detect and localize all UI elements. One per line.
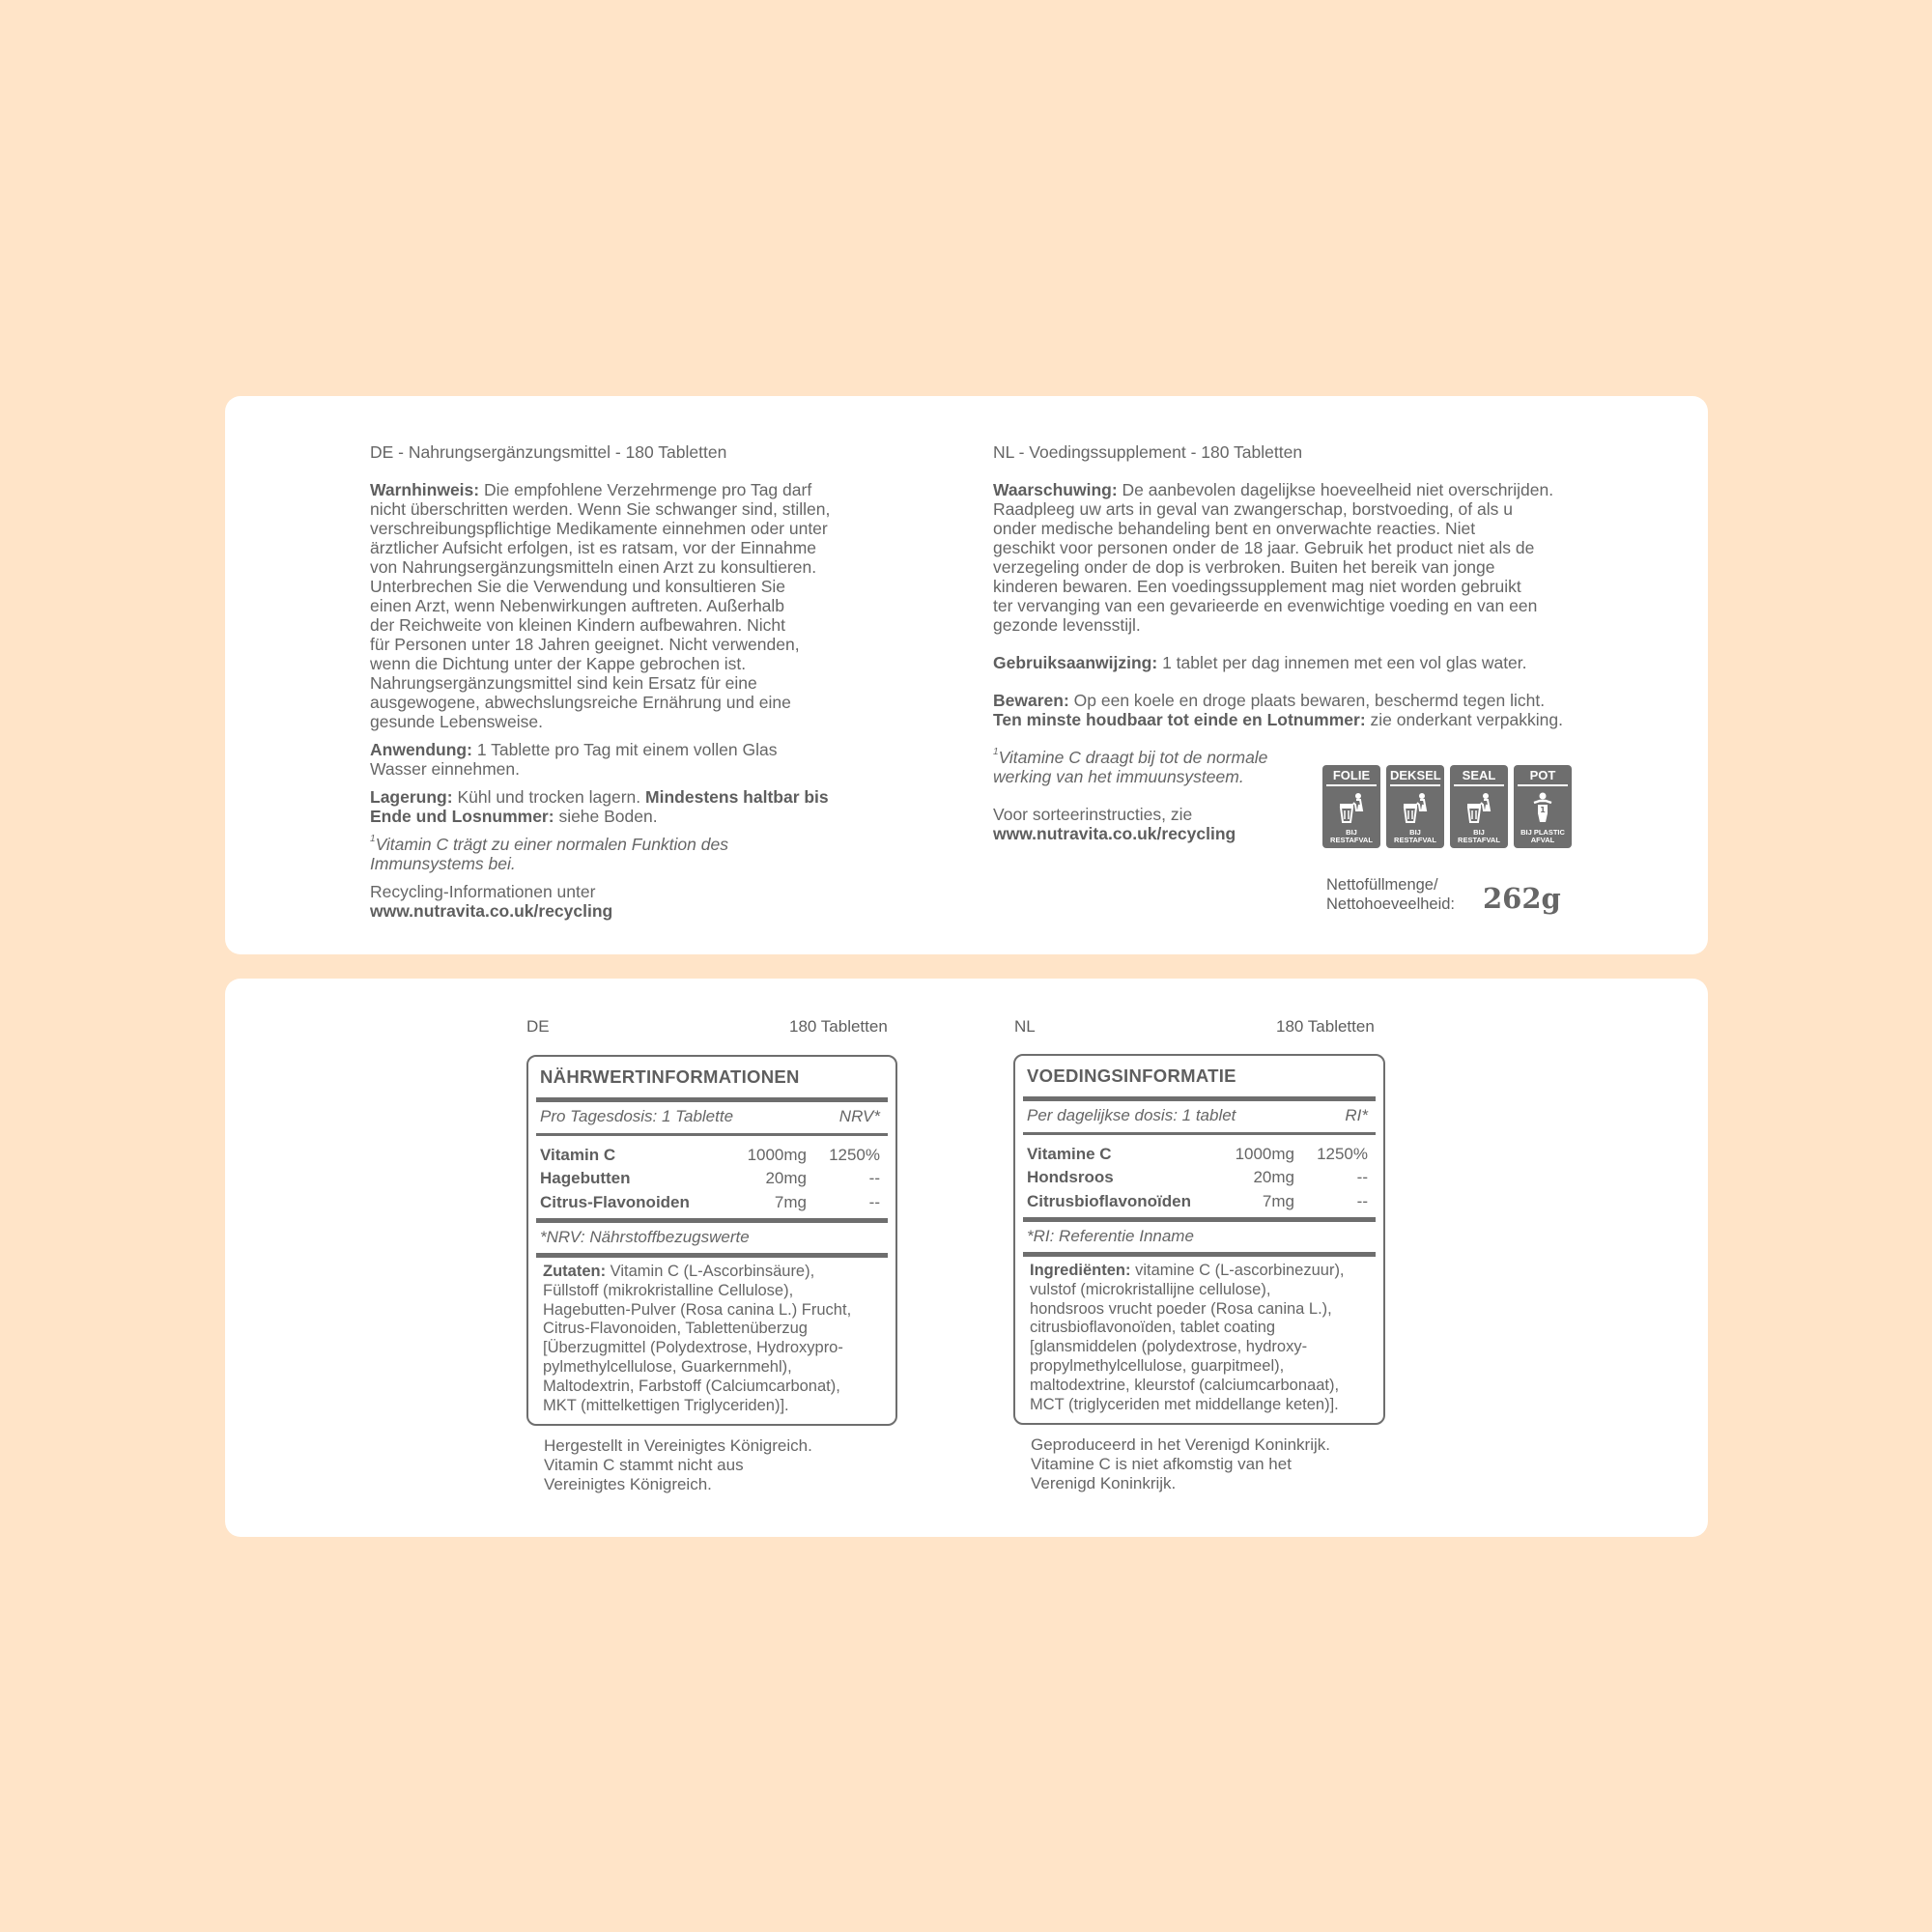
nutrient-ref: -- [1356,1192,1368,1210]
recycle-badge-text: BIJ PLASTIC [1520,828,1565,837]
de-warning-line: für Personen unter 18 Jahren geeignet. Nicht verwenden, [370,635,800,654]
ingredients-line: citrusbioflavonoïden, tablet coating [1030,1319,1276,1337]
ingredients-line: pylmethylcellulose, Guarkernmehl), [543,1357,792,1376]
nutrient-name: Hagebutten [540,1169,631,1187]
nl-ref-note-text: *RI: Referentie Inname [1027,1227,1194,1245]
de-dose-text: Pro Tagesdosis: 1 Tablette [540,1107,734,1125]
de-usage-text: 1 Tablette pro Tag mit einem vollen Glas [476,740,778,759]
de-warning-label: Warnhinweis: [370,480,480,499]
de-nutrition-title: NÄHRWERTINFORMATIONEN [540,1066,800,1087]
nutrient-ref: 1250% [1317,1145,1368,1163]
nl-warning [993,480,1592,635]
nutrient-amount: 1000mg [1235,1145,1294,1163]
recycle-badge-text: RESTAFVAL [1458,836,1500,844]
nl-dose-row [1027,1106,1368,1127]
recycle-badge-text: BIJ [1346,828,1357,837]
nl-nutrient-row [1027,1145,1368,1166]
nutrient-ref: -- [868,1193,880,1211]
recycle-badge-text: AFVAL [1530,836,1555,844]
de-storage-text: Kühl und trocken lagern. [457,787,641,807]
recycle-badge-label: SEAL [1454,765,1504,786]
de-warning-line: verschreibungspflichtige Medikamente einnehmen oder unter [370,519,828,538]
net-quantity-value: 262g [1483,882,1561,915]
divider [536,1133,888,1136]
nl-warning-label: Waarschuwing: [993,480,1118,499]
ingredients-line: vulstof (microkristallijne cellulose), [1030,1280,1271,1298]
nl-warning-line: geschikt voor personen onder de 18 jaar. Gebruik het product niet als de [993,538,1535,557]
nutrient-amount: 20mg [765,1169,807,1187]
divider [536,1253,888,1258]
nl-warning-line: gezonde levensstijl. [993,615,1141,635]
nl-panel-lang: NL [1014,1017,1036,1036]
ingredients-line: MCT (triglyceriden met middellange keten)]. [1030,1395,1339,1413]
nl-ingredients-label: Ingrediënten: [1030,1262,1131,1279]
ingredients-line: Maltodextrin, Farbstoff (Calciumcarbonat), [543,1377,840,1395]
de-text-column [370,442,892,929]
nl-storage-text: Op een koele en droge plaats bewaren, beschermd tegen licht. [1073,691,1546,710]
de-warning-line: Nahrungsergänzungsmittel sind kein Ersatz für eine [370,673,757,693]
net-quantity-label [1326,875,1455,914]
nl-footnote-text: Vitamine C draagt bij tot de normale [998,748,1268,767]
recycle-badge-text: BIJ [1409,828,1421,837]
nutrient-name: Citrus-Flavonoiden [540,1193,690,1211]
nutrient-amount: 20mg [1253,1168,1294,1186]
ingredients-line: Vitamin C (L-Ascorbinsäure), [610,1263,815,1280]
divider [1023,1132,1376,1135]
ingredients-line: [Überzugmittel (Polydextrose, Hydroxypro- [543,1339,843,1357]
de-warning-line: von Nahrungsergänzungsmitteln einen Arzt zu konsultieren. [370,557,817,577]
nl-usage-label: Gebruiksaanwijzing: [993,653,1158,672]
divider [536,1097,888,1102]
nl-ref-note [1027,1227,1368,1248]
de-nutrient-row [540,1193,880,1214]
nl-ref-header: RI* [1345,1106,1368,1124]
nutrient-ref: 1250% [829,1146,880,1164]
bin-icon [1399,791,1432,824]
nl-ingredients [1030,1262,1374,1414]
de-storage [370,787,892,826]
de-dose-row [540,1107,880,1128]
nutrient-amount: 7mg [1262,1192,1294,1210]
de-warning-line: ärztlicher Aufsicht erfolgen, ist es ratsam, vor der Einnahme [370,538,817,557]
net-label-line: Nettofüllmenge/ [1326,876,1438,894]
de-warning-line: einen Arzt, wenn Nebenwirkungen auftreten. Außerhalb [370,596,785,615]
nl-warning-line: kinderen bewaren. Een voedingssupplement mag niet worden gebruikt [993,577,1521,596]
de-ref-header: NRV* [838,1107,880,1125]
nl-usage [993,653,1592,672]
nutrient-name: Vitamine C [1027,1145,1112,1163]
de-nutrient-row [540,1146,880,1167]
de-warning-line: der Reichweite von kleinen Kindern aufbewahren. Nicht [370,615,785,635]
de-panel-lang: DE [526,1017,550,1036]
origin-line: Vereinigtes Königreich. [544,1475,712,1493]
recycle-badge-label: POT [1518,765,1568,786]
nl-storage-label: Bewaren: [993,691,1069,710]
nl-nutrient-row [1027,1168,1368,1189]
de-recycling-text: Recycling-Informationen unter [370,882,596,901]
nl-warning-line: ter vervanging van een gevarieerde en evenwichtige voeding en van een [993,596,1538,615]
nl-panel-count: 180 Tabletten [1276,1017,1375,1036]
de-footnote-text: Vitamin C trägt zu einer normalen Funktion des [375,835,728,854]
footnote-marker: 1 [993,747,999,757]
recycle-badge-label: DEKSEL [1390,765,1440,786]
divider [1023,1217,1376,1222]
nl-sorting-text: Voor sorteerinstructies, zie [993,805,1193,824]
de-warning-line: wenn die Dichtung unter der Kappe gebrochen ist. [370,654,747,673]
nl-warning-line: onder medische behandeling bent en onverwachte reacties. Niet [993,519,1476,538]
origin-line: Vitamin C stammt nicht aus [544,1456,744,1474]
de-usage [370,740,892,779]
de-warning-line: Die empfohlene Verzehrmenge pro Tag darf [483,480,812,499]
de-warning-line: gesunde Lebensweise. [370,712,544,731]
divider [1023,1096,1376,1101]
origin-line: Vitamine C is niet afkomstig van het [1031,1455,1292,1473]
recycle-badge-label: FOLIE [1326,765,1377,786]
de-recycling-link[interactable]: www.nutravita.co.uk/recycling [370,901,613,921]
ingredients-line: MKT (mittelkettigen Triglyceriden)]. [543,1396,789,1414]
plastic-recycle-icon [1526,791,1559,824]
recycle-badge-deksel [1386,765,1444,848]
de-bestbefore-label: Mindestens haltbar bis [645,787,829,807]
de-ingredients [543,1263,886,1415]
de-warning-line: nicht überschritten werden. Wenn Sie schwanger sind, stillen, [370,499,831,519]
nl-usage-text: 1 tablet per dag innemen met een vol glas water. [1162,653,1527,672]
ingredients-line: [glansmiddelen (polydextrose, hydroxy- [1030,1338,1308,1356]
nl-heading: NL - Voedingssupplement - 180 Tabletten [993,442,1303,462]
divider [1023,1252,1376,1257]
de-origin [544,1436,812,1494]
nl-footnote-text: werking van het immuunsysteem. [993,767,1244,786]
label-bottom-card [225,979,1708,1537]
nutrient-ref: -- [1356,1168,1368,1186]
de-storage-label: Lagerung: [370,787,453,807]
de-warning [370,480,892,731]
de-usage-text: Wasser einnehmen. [370,759,520,779]
nutrient-amount: 1000mg [747,1146,807,1164]
nutrient-name: Citrusbioflavonoïden [1027,1192,1191,1210]
de-usage-label: Anwendung: [370,740,472,759]
nl-storage [993,691,1592,729]
origin-line: Geproduceerd in het Verenigd Koninkrijk. [1031,1435,1330,1454]
ingredients-line: maltodextrine, kleurstof (calciumcarbonaat), [1030,1376,1340,1394]
nl-warning-line: De aanbevolen dagelijkse hoeveelheid niet overschrijden. [1122,480,1554,499]
de-warning-line: Unterbrechen Sie die Verwendung und konsultieren Sie [370,577,786,596]
recycle-badge-folie [1322,765,1380,848]
footnote-marker: 1 [370,834,376,844]
ingredients-line: propylmethylcellulose, guarpitmeel), [1030,1356,1285,1375]
de-bestbefore-label: Ende und Losnummer: [370,807,554,826]
ingredients-line: Hagebutten-Pulver (Rosa canina L.) Frucht, [543,1300,852,1319]
de-footnote-text: Immunsystems bei. [370,854,516,873]
recycle-badge-pot [1514,765,1572,848]
de-nutrition-panel [526,1055,897,1426]
recycle-badge-seal [1450,765,1508,848]
nl-nutrient-row [1027,1192,1368,1213]
nutrient-ref: -- [868,1169,880,1187]
de-ref-note [540,1228,880,1249]
de-ingredients-label: Zutaten: [543,1263,607,1280]
bin-icon [1463,791,1495,824]
nl-origin [1031,1435,1330,1493]
nutrient-name: Vitamin C [540,1146,616,1164]
nl-bestbefore-label: Ten minste houdbaar tot einde en Lotnummer: [993,710,1366,729]
de-recycling [370,882,892,921]
nl-nutrition-panel [1013,1054,1385,1425]
ingredients-line: Citrus-Flavonoiden, Tablettenüberzug [543,1320,808,1338]
de-ref-note-text: *NRV: Nährstoffbezugswerte [540,1228,750,1246]
nl-warning-line: verzegeling onder de dop is verbroken. Buiten het bereik van jonge [993,557,1495,577]
recycling-icons [1322,765,1572,848]
nl-nutrition-title: VOEDINGSINFORMATIE [1027,1065,1236,1086]
svg-text:1: 1 [1540,806,1546,814]
ingredients-line: Füllstoff (mikrokristalline Cellulose), [543,1281,794,1299]
divider [536,1218,888,1223]
ingredients-line: vitamine C (L-ascorbinezuur), [1135,1262,1345,1279]
de-heading: DE - Nahrungsergänzungsmittel - 180 Tabletten [370,442,727,462]
ingredients-line: hondsroos vrucht poeder (Rosa canina L.), [1030,1299,1332,1318]
nl-warning-line: Raadpleeg uw arts in geval van zwangerschap, borstvoeding, of als u [993,499,1513,519]
de-bestbefore-text: siehe Boden. [558,807,658,826]
nl-sorting-link[interactable]: www.nutravita.co.uk/recycling [993,824,1236,843]
nl-dose-text: Per dagelijkse dosis: 1 tablet [1027,1106,1236,1124]
nutrient-amount: 7mg [774,1193,807,1211]
de-nutrient-row [540,1169,880,1190]
origin-line: Verenigd Koninkrijk. [1031,1474,1177,1492]
recycle-badge-text: RESTAFVAL [1394,836,1436,844]
origin-line: Hergestellt in Vereinigtes Königreich. [544,1436,812,1455]
nl-bestbefore-text: zie onderkant verpakking. [1370,710,1563,729]
nutrient-name: Hondsroos [1027,1168,1114,1186]
de-warning-line: ausgewogene, abwechslungsreiche Ernährung und eine [370,693,791,712]
net-label-line: Nettohoeveelheid: [1326,895,1456,913]
de-footnote [370,835,892,873]
recycle-badge-text: RESTAFVAL [1330,836,1373,844]
de-panel-count: 180 Tabletten [789,1017,888,1036]
bin-icon [1335,791,1368,824]
recycle-badge-text: BIJ [1473,828,1485,837]
